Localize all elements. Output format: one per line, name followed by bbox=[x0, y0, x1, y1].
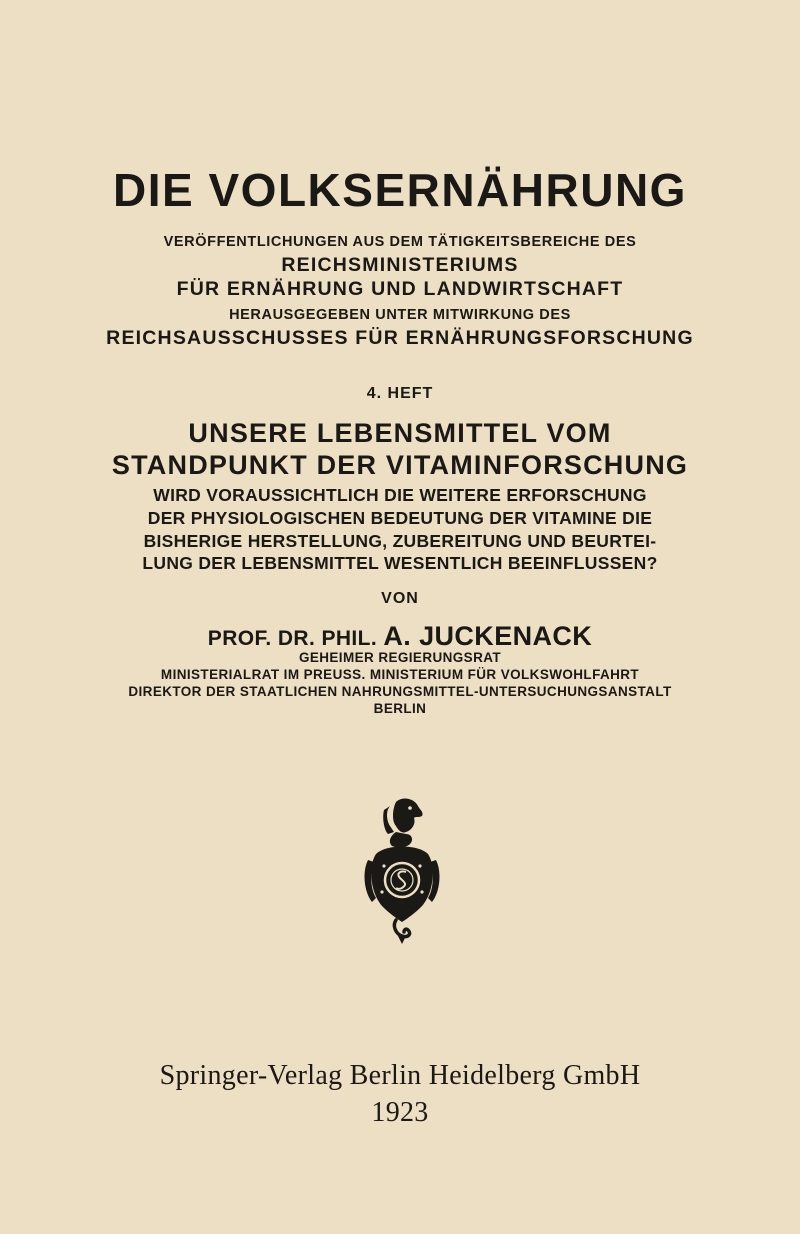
series-info-line-2: REICHSMINISTERIUMS bbox=[281, 254, 519, 276]
series-info-line-3: FÜR ERNÄHRUNG UND LANDWIRTSCHAFT bbox=[176, 278, 624, 300]
publisher: Springer-Verlag Berlin Heidelberg GmbH bbox=[159, 1060, 641, 1091]
subtitle-line-4: LUNG DER LEBENSMITTEL WESENTLICH BEEINFLUSSEN? bbox=[142, 553, 658, 573]
author-affiliation-1: GEHEIMER REGIERUNGSRAT bbox=[298, 650, 502, 665]
issue-number: 4. HEFT bbox=[366, 385, 434, 402]
book-title-line-2: STANDPUNKT DER VITAMINFORSCHUNG bbox=[111, 450, 689, 480]
author-name: A. JUCKENACK bbox=[383, 621, 593, 651]
author-prefix: PROF. DR. PHIL. bbox=[207, 627, 378, 650]
author-affiliation-3: DIREKTOR DER STAATLICHEN NAHRUNGSMITTEL-UNTERSUCHUNGSANSTALT bbox=[128, 684, 672, 699]
series-info-line-5: REICHSAUSSCHUSSES FÜR ERNÄHRUNGSFORSCHUNG bbox=[106, 327, 694, 349]
author-affiliation-2: MINISTERIALRAT IM PREUSS. MINISTERIUM FÜR VOLKSWOHLFAHRT bbox=[160, 667, 640, 682]
subtitle-line-2: DER PHYSIOLOGISCHEN BEDEUTUNG DER VITAMINE DIE bbox=[147, 508, 653, 528]
series-title: DIE VOLKSERNÄHRUNG bbox=[113, 164, 687, 216]
publication-year: 1923 bbox=[371, 1097, 429, 1128]
series-info-line-4: HERAUSGEGEBEN UNTER MITWIRKUNG DES bbox=[229, 307, 571, 323]
author-affiliation-4: BERLIN bbox=[373, 701, 427, 716]
springer-knight-emblem-icon bbox=[362, 796, 442, 944]
by-label: VON bbox=[381, 590, 419, 607]
subtitle-line-3: BISHERIGE HERSTELLUNG, ZUBEREITUNG UND BEURTEI- bbox=[143, 531, 657, 551]
subtitle-line-1: WIRD VORAUSSICHTLICH DIE WEITERE ERFORSCHUNG bbox=[153, 485, 647, 505]
series-info-line-1: VERÖFFENTLICHUNGEN AUS DEM TÄTIGKEITSBEREICHE DES bbox=[163, 234, 637, 250]
author bbox=[0, 621, 800, 652]
book-title-line-1: UNSERE LEBENSMITTEL VOM bbox=[188, 418, 612, 448]
